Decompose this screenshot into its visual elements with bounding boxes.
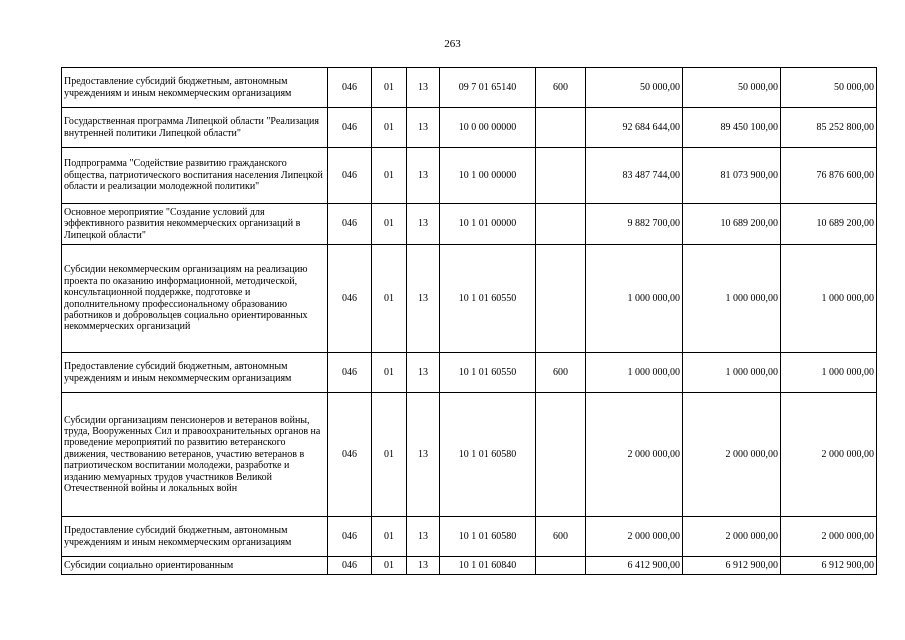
table-body (62, 68, 877, 575)
amount-year-2: 1 000 000,00 (683, 353, 781, 393)
amount-year-2: 2 000 000,00 (683, 517, 781, 557)
subsection-code: 13 (407, 148, 440, 204)
ministry-code: 046 (328, 557, 372, 575)
subsection-code: 13 (407, 393, 440, 517)
expense-type-code: 600 (536, 68, 586, 108)
amount-year-1: 1 000 000,00 (586, 353, 683, 393)
section-code: 01 (372, 353, 407, 393)
amount-year-3: 2 000 000,00 (781, 517, 877, 557)
ministry-code: 046 (328, 204, 372, 245)
expense-type-code (536, 204, 586, 245)
subsection-code: 13 (407, 108, 440, 148)
ministry-code: 046 (328, 108, 372, 148)
expense-type-code: 600 (536, 517, 586, 557)
row-name: Предоставление субсидий бюджетным, автономным учреждениям и иным некоммерческим организациям (62, 353, 328, 393)
ministry-code: 046 (328, 517, 372, 557)
row-name: Субсидии некоммерческим организациям на реализацию проекта по оказанию информационной, методической, консультационной поддержке, подготовке и дополнительному профессиональному образованию работников и добровольцев социально ориентированных некоммерческих организаций (62, 245, 328, 353)
amount-year-1: 6 412 900,00 (586, 557, 683, 575)
amount-year-1: 2 000 000,00 (586, 517, 683, 557)
subsection-code: 13 (407, 517, 440, 557)
amount-year-2: 6 912 900,00 (683, 557, 781, 575)
expense-type-code (536, 245, 586, 353)
amount-year-1: 1 000 000,00 (586, 245, 683, 353)
subsection-code: 13 (407, 245, 440, 353)
table-row (62, 204, 877, 245)
target-article-code: 10 1 01 60580 (440, 517, 536, 557)
amount-year-2: 81 073 900,00 (683, 148, 781, 204)
amount-year-3: 50 000,00 (781, 68, 877, 108)
table-row (62, 557, 877, 575)
expense-type-code: 600 (536, 353, 586, 393)
ministry-code: 046 (328, 148, 372, 204)
section-code: 01 (372, 557, 407, 575)
target-article-code: 09 7 01 65140 (440, 68, 536, 108)
subsection-code: 13 (407, 557, 440, 575)
amount-year-3: 6 912 900,00 (781, 557, 877, 575)
amount-year-3: 1 000 000,00 (781, 353, 877, 393)
target-article-code: 10 0 00 00000 (440, 108, 536, 148)
target-article-code: 10 1 01 60550 (440, 245, 536, 353)
expense-type-code (536, 108, 586, 148)
table-row (62, 353, 877, 393)
amount-year-1: 83 487 744,00 (586, 148, 683, 204)
table-row (62, 148, 877, 204)
amount-year-2: 50 000,00 (683, 68, 781, 108)
section-code: 01 (372, 148, 407, 204)
row-name: Предоставление субсидий бюджетным, автономным учреждениям и иным некоммерческим организациям (62, 68, 328, 108)
row-name: Субсидии социально ориентированным (62, 557, 328, 575)
amount-year-3: 85 252 800,00 (781, 108, 877, 148)
subsection-code: 13 (407, 68, 440, 108)
ministry-code: 046 (328, 245, 372, 353)
row-name: Подпрограмма "Содействие развитию гражданского общества, патриотического воспитания населения Липецкой области и реализации молодежной политики" (62, 148, 328, 204)
section-code: 01 (372, 245, 407, 353)
amount-year-1: 9 882 700,00 (586, 204, 683, 245)
table-row (62, 517, 877, 557)
amount-year-3: 76 876 600,00 (781, 148, 877, 204)
target-article-code: 10 1 00 00000 (440, 148, 536, 204)
section-code: 01 (372, 517, 407, 557)
row-name: Предоставление субсидий бюджетным, автономным учреждениям и иным некоммерческим организациям (62, 517, 328, 557)
section-code: 01 (372, 68, 407, 108)
target-article-code: 10 1 01 60580 (440, 393, 536, 517)
target-article-code: 10 1 01 00000 (440, 204, 536, 245)
subsection-code: 13 (407, 353, 440, 393)
amount-year-2: 89 450 100,00 (683, 108, 781, 148)
table-row (62, 68, 877, 108)
section-code: 01 (372, 108, 407, 148)
amount-year-2: 1 000 000,00 (683, 245, 781, 353)
amount-year-2: 10 689 200,00 (683, 204, 781, 245)
subsection-code: 13 (407, 204, 440, 245)
ministry-code: 046 (328, 393, 372, 517)
amount-year-1: 92 684 644,00 (586, 108, 683, 148)
amount-year-3: 1 000 000,00 (781, 245, 877, 353)
budget-table (61, 67, 877, 575)
ministry-code: 046 (328, 353, 372, 393)
amount-year-3: 10 689 200,00 (781, 204, 877, 245)
row-name: Основное мероприятие "Создание условий для эффективного развития некоммерческих организаций в Липецкой области" (62, 204, 328, 245)
table-row (62, 245, 877, 353)
expense-type-code (536, 148, 586, 204)
table-row (62, 108, 877, 148)
row-name: Государственная программа Липецкой области "Реализация внутренней политики Липецкой области" (62, 108, 328, 148)
amount-year-3: 2 000 000,00 (781, 393, 877, 517)
amount-year-1: 2 000 000,00 (586, 393, 683, 517)
ministry-code: 046 (328, 68, 372, 108)
section-code: 01 (372, 204, 407, 245)
target-article-code: 10 1 01 60550 (440, 353, 536, 393)
target-article-code: 10 1 01 60840 (440, 557, 536, 575)
row-name: Субсидии организациям пенсионеров и ветеранов войны, труда, Вооруженных Сил и правоохранительных органов на проведение мероприятий по развитию ветеранского движения, чествованию ветеранов, участию ветеранов в патриотическом воспитании молодежи, разработке и изданию мемуарных трудов участников Великой Отечественной войны и локальных войн (62, 393, 328, 517)
expense-type-code (536, 557, 586, 575)
table-row (62, 393, 877, 517)
section-code: 01 (372, 393, 407, 517)
expense-type-code (536, 393, 586, 517)
page-number: 263 (444, 38, 461, 50)
amount-year-1: 50 000,00 (586, 68, 683, 108)
amount-year-2: 2 000 000,00 (683, 393, 781, 517)
